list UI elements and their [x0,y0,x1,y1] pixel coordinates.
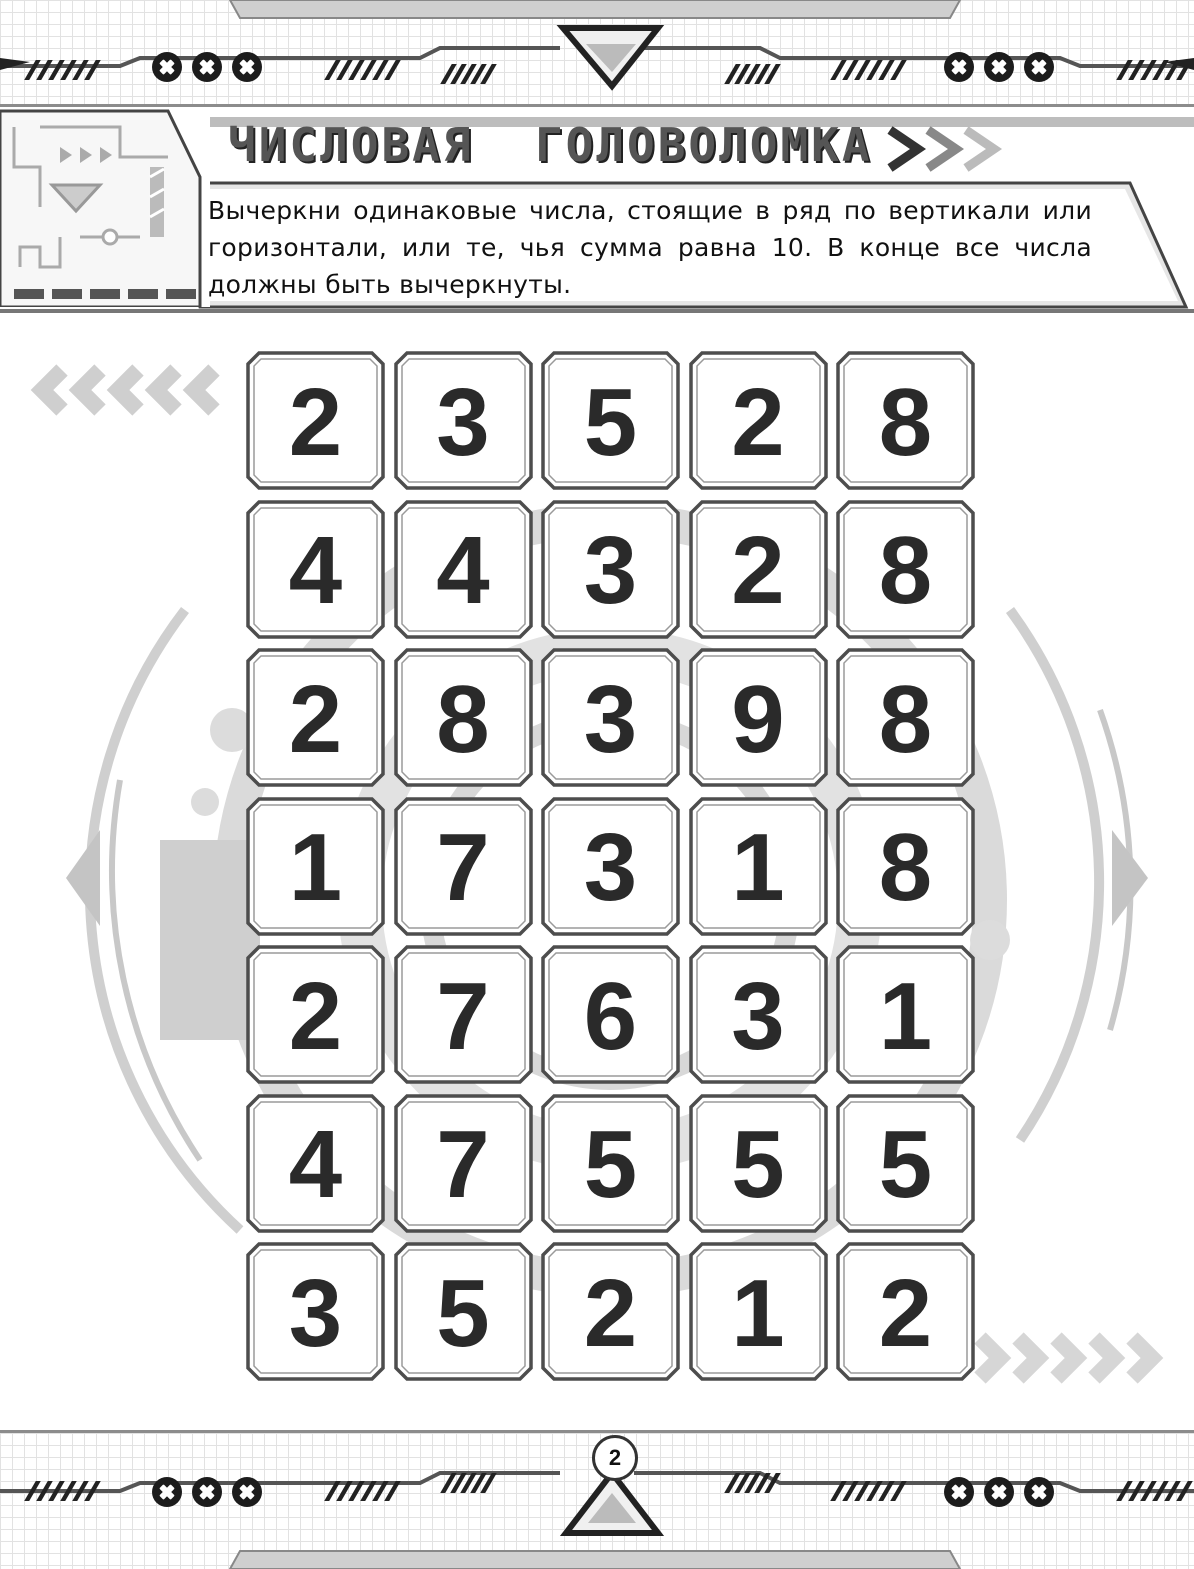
number-cell-r2-c5[interactable] [835,499,976,640]
number-cell-r6-c3[interactable] [540,1093,681,1234]
cell-number: 4 [288,517,343,624]
cell-number: 8 [878,665,933,773]
cell-number: 3 [583,665,638,773]
cell-number: 5 [878,1111,933,1218]
top-decorative-band [0,0,1194,107]
bolt-icon [192,52,222,82]
bolt-icon [192,1477,222,1507]
number-cell-r2-c4[interactable] [688,499,829,640]
number-cell-r2-c3[interactable] [540,499,681,640]
cell-number: 2 [288,368,343,476]
cell-number: 8 [878,814,933,921]
number-cell-r1-c2[interactable] [393,350,534,491]
cell-number: 8 [436,665,490,773]
cell-number: 8 [878,517,933,624]
number-cell-r6-c4[interactable] [688,1093,829,1234]
number-cell-r4-c5[interactable] [835,796,976,937]
cell-number: 1 [731,814,785,921]
number-cell-r7-c5[interactable] [835,1241,976,1382]
number-cell-r5-c5[interactable] [835,944,976,1085]
title-chevrons-icon [884,124,1004,174]
cell-number: 4 [436,517,490,624]
page-number: 2 [592,1435,638,1481]
cell-number: 3 [583,814,638,921]
number-cell-r5-c3[interactable] [540,944,681,1085]
number-cell-r5-c2[interactable] [393,944,534,1085]
number-cell-r2-c2[interactable] [393,499,534,640]
number-cell-r4-c3[interactable] [540,796,681,937]
number-cell-r3-c1[interactable] [245,647,386,788]
cell-number: 1 [878,962,933,1070]
cell-number: 2 [288,962,343,1070]
cell-number: 3 [731,962,785,1070]
cell-number: 4 [288,1111,343,1218]
bolt-icon [1024,52,1054,82]
number-cell-r3-c3[interactable] [540,647,681,788]
cell-number: 2 [731,368,785,476]
number-cell-r7-c2[interactable] [393,1241,534,1382]
number-cell-r1-c1[interactable] [245,350,386,491]
number-cell-r7-c4[interactable] [688,1241,829,1382]
left-chevrons-icon [42,370,214,410]
number-cell-r1-c3[interactable] [540,350,681,491]
bolt-icon [944,52,974,82]
left-arrow-icon [66,830,100,926]
number-cell-r6-c2[interactable] [393,1093,534,1234]
number-cell-r6-c5[interactable] [835,1093,976,1234]
number-cell-r4-c2[interactable] [393,796,534,937]
number-cell-r6-c1[interactable] [245,1093,386,1234]
number-cell-r4-c1[interactable] [245,796,386,937]
number-cell-r3-c2[interactable] [393,647,534,788]
number-cell-r1-c5[interactable] [835,350,976,491]
bolt-icon [1024,1477,1054,1507]
instructions-text: Вычеркни одинаковые числа, стоящие в ряд по вертикали или горизонтали, или те, чья сумма равна 10. В конце все числа должны быть вычеркнуты. [208,196,1092,299]
cell-number: 2 [583,1259,638,1367]
bolt-icon [232,1477,262,1507]
number-cell-r1-c4[interactable] [688,350,829,491]
page-title: ЧИСЛОВАЯ ГОЛОВОЛОМКА [228,118,873,172]
cell-number: 7 [436,814,490,921]
number-cell-r5-c4[interactable] [688,944,829,1085]
bolt-icon [984,52,1014,82]
circuit-panel-decoration [0,107,210,307]
cell-number: 5 [731,1111,785,1218]
number-cell-r3-c5[interactable] [835,647,976,788]
cell-number: 5 [436,1259,490,1367]
cell-number: 1 [731,1259,785,1367]
number-grid [245,350,976,1382]
bolt-group-left [152,52,262,82]
cell-number: 8 [878,368,933,476]
cell-number: 6 [583,962,638,1070]
number-cell-r4-c4[interactable] [688,796,829,937]
bolt-icon [984,1477,1014,1507]
cell-number: 3 [436,368,490,476]
number-cell-r2-c1[interactable] [245,499,386,640]
bolt-icon [944,1477,974,1507]
cell-number: 1 [288,814,343,921]
number-cell-r7-c3[interactable] [540,1241,681,1382]
number-cell-r3-c4[interactable] [688,647,829,788]
cell-number: 7 [436,1111,490,1218]
bolt-group-right [944,1477,1054,1507]
cell-number: 2 [878,1259,933,1367]
cell-number: 2 [288,665,343,773]
cell-number: 5 [583,368,638,476]
cell-number: 9 [731,665,785,773]
cell-number: 2 [731,517,785,624]
cell-number: 5 [583,1111,638,1218]
bolt-icon [152,52,182,82]
cell-number: 3 [583,517,638,624]
number-cell-r5-c1[interactable] [245,944,386,1085]
right-chevrons-icon [980,1338,1152,1378]
bolt-group-right [944,52,1054,82]
bolt-group-left [152,1477,262,1507]
number-cell-r7-c1[interactable] [245,1241,386,1382]
bolt-icon [232,52,262,82]
cell-number: 3 [288,1259,343,1367]
cell-number: 7 [436,962,490,1070]
bolt-icon [152,1477,182,1507]
